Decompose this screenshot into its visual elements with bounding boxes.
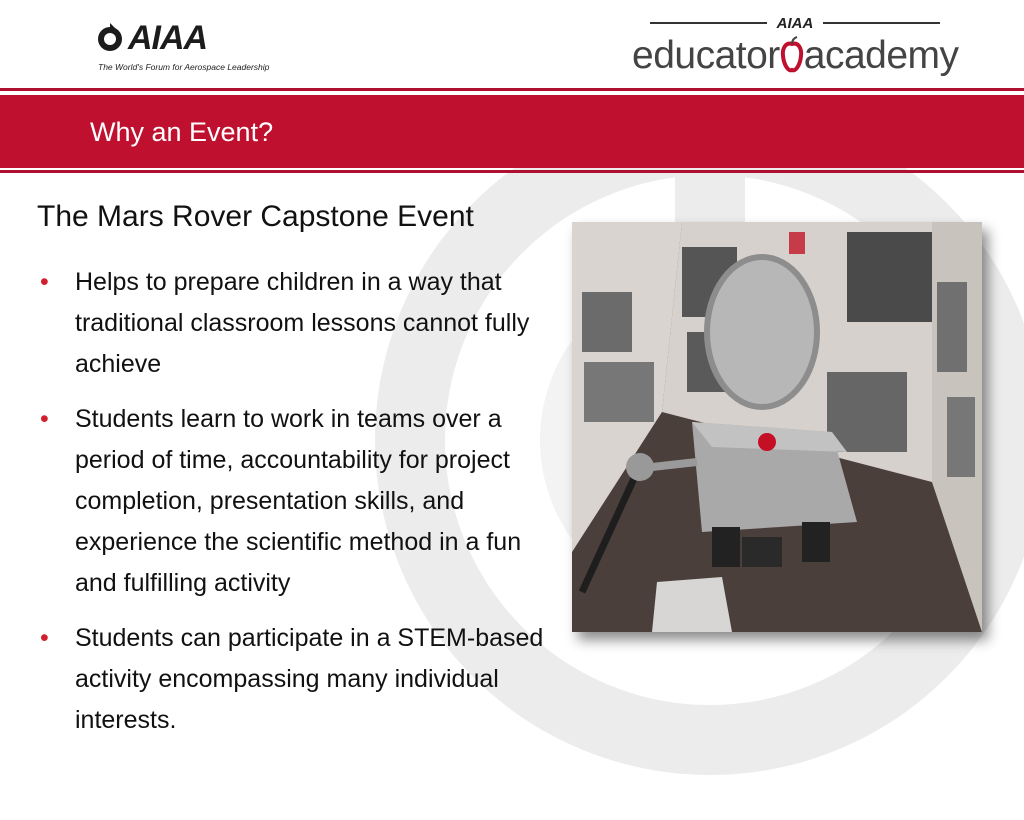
educator-academy-logo — [628, 12, 958, 84]
aiaa-logo — [96, 18, 270, 80]
educator-logo-brand: AIAA — [776, 14, 814, 32]
bullet-icon: • — [40, 624, 49, 652]
bullet-icon: • — [40, 405, 49, 433]
aiaa-tagline: The World's Forum for Aerospace Leadership — [98, 62, 270, 72]
educator-logo-word-right: academy — [803, 34, 959, 77]
apple-icon — [780, 36, 804, 76]
bullet-icon: • — [40, 268, 49, 296]
bullet-list — [40, 262, 550, 755]
slide-title: Why an Event? — [90, 117, 274, 147]
slide-subtitle: The Mars Rover Capstone Event — [37, 200, 474, 233]
bullet-item — [40, 262, 550, 385]
slide-header — [0, 0, 1024, 92]
aiaa-emblem-icon — [96, 21, 126, 55]
mars-rover-photo — [572, 222, 982, 632]
educator-logo-word-left: educator — [632, 34, 780, 77]
title-rule-top — [0, 88, 1024, 91]
bullet-text: Students learn to work in teams over a period of time, accountability for project completion, presentation skills, and experience the scientific method in a fun and fulfilling activity — [75, 405, 522, 597]
title-rule-bottom — [0, 170, 1024, 173]
bullet-text: Students can participate in a STEM-based activity encompassing many individual interests. — [75, 624, 544, 734]
aiaa-wordmark: AIAA — [128, 18, 208, 57]
bullet-text: Helps to prepare children in a way that traditional classroom lessons cannot fully achieve — [75, 268, 530, 378]
bullet-item — [40, 618, 550, 741]
mars-rover-model-photo-icon — [572, 222, 982, 632]
bullet-item — [40, 399, 550, 604]
